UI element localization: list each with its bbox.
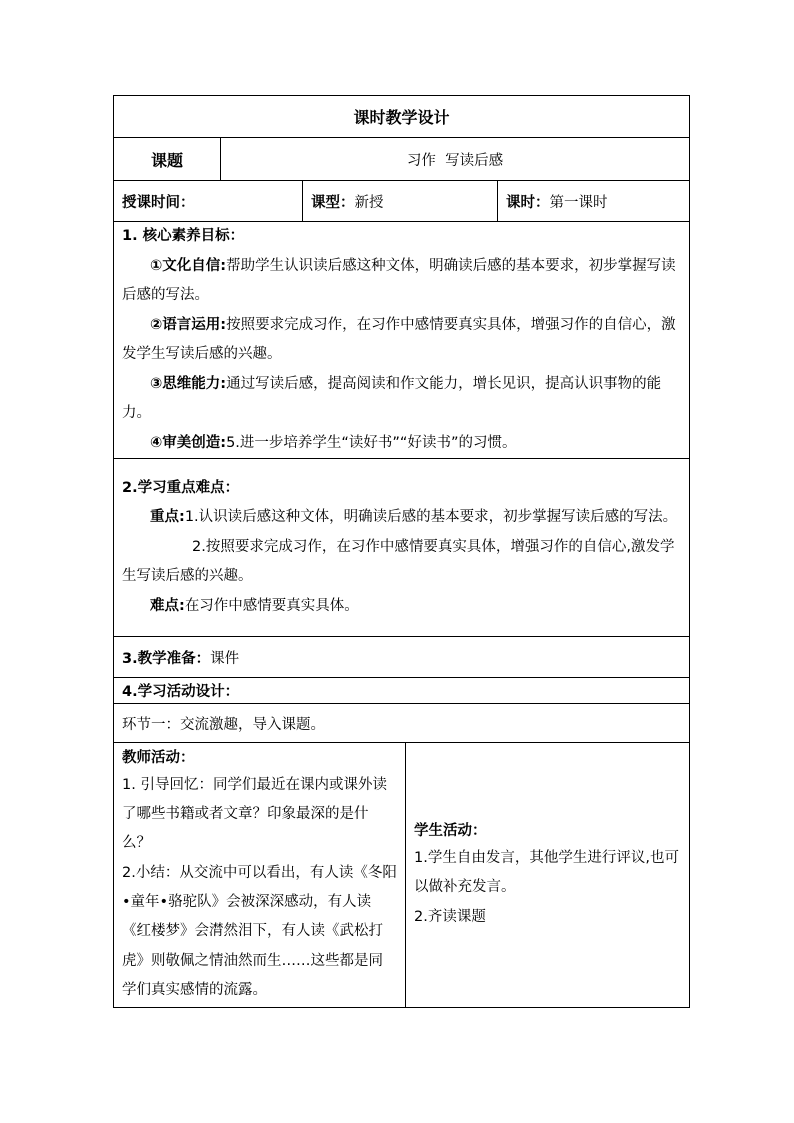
difficulty-label: 难点: [150,597,185,614]
time-cell [114,181,303,222]
goals-cell [114,222,690,459]
lesson-plan-table [113,95,690,1008]
topic-value-cell [221,138,690,181]
goal-label: ②语言运用: [150,316,227,333]
student-paragraph: 2.齐读课题 [414,908,486,925]
goal-text: 通过写读后感，提高阅读和作文能力，增长见识，提高认识事物的能力。 [122,375,662,421]
prep-cell [114,637,690,678]
goal-item [122,252,681,311]
goal-item [122,429,681,459]
goal-item [122,311,681,370]
difficulty-item [122,592,681,622]
focus-item: 2.按照要求完成习作，在习作中感情要真实具体，增强习作的自信心,激发学生写读后感的兴趣。 [122,538,675,585]
prep-value: 课件 [210,650,240,667]
focus-item [122,503,681,533]
student-heading: 学生活动： [414,823,487,840]
type-value: 新授 [354,194,384,211]
teacher-paragraph: 1. 引导回忆：同学们最近在课内或课外读了哪些书籍或者文章？印象最深的是什么？ [122,776,387,852]
goal-label: ①文化自信: [150,257,227,274]
link-text: 环节一：交流激趣，导入课题。 [122,716,325,733]
type-label: 课型： [311,194,355,211]
student-activity-cell [406,743,690,1008]
teacher-activity-cell [114,743,406,1008]
goal-text: 5.进一步培养学生“读好书”“好读书”的习惯。 [226,434,517,451]
activity-heading-cell [114,678,690,704]
goals-heading: 1. 核心素养目标： [122,228,245,244]
type-cell [303,181,498,222]
goal-item [122,370,681,429]
goal-text: 按照要求完成习作，在习作中感情要真实具体，增强习作的自信心，激发学生写读后感的兴趣。 [122,316,676,362]
focus-text: 1.认识读后感这种文体，明确读后感的基本要求，初步掌握写读后感的写法。 [184,509,678,526]
prep-label: 3.教学准备： [122,650,211,667]
topic-label: 课题 [150,150,183,170]
time-label: 授课时间： [122,194,195,211]
teacher-heading: 教师活动： [122,749,195,766]
table-title-cell [114,96,690,138]
period-value: 第一课时 [549,194,608,211]
goal-label: ③思维能力: [150,375,227,392]
difficulty-text: 在习作中感情要真实具体。 [184,597,359,614]
goal-label: ④审美创造: [150,434,227,451]
period-label: 课时： [506,194,550,211]
topic-label-cell [114,138,221,181]
goal-text: 帮助学生认识读后感这种文体，明确读后感的基本要求，初步掌握写读后感的写法。 [122,257,676,303]
page-title: 课时教学设计 [353,108,450,127]
key-points-heading: 2.学习重点难点： [122,479,240,496]
key-points-cell [114,459,690,637]
topic-value: 习作 写读后感 [406,152,504,169]
activity-heading: 4.学习活动设计： [122,684,240,700]
student-paragraph: 1.学生自由发言，其他学生进行评议,也可以做补充发言。 [414,850,679,896]
link-cell [114,704,690,743]
focus-label: 重点: [150,509,185,526]
period-cell [498,181,690,222]
teacher-paragraph: 2.小结：从交流中可以看出，有人读《冬阳•童年•骆驼队》会被深深感动，有人读《红楼梦》会潸然泪下，有人读《武松打虎》则敬佩之情油然而生……这些都是同学们真实感情的流露。 [122,864,397,998]
